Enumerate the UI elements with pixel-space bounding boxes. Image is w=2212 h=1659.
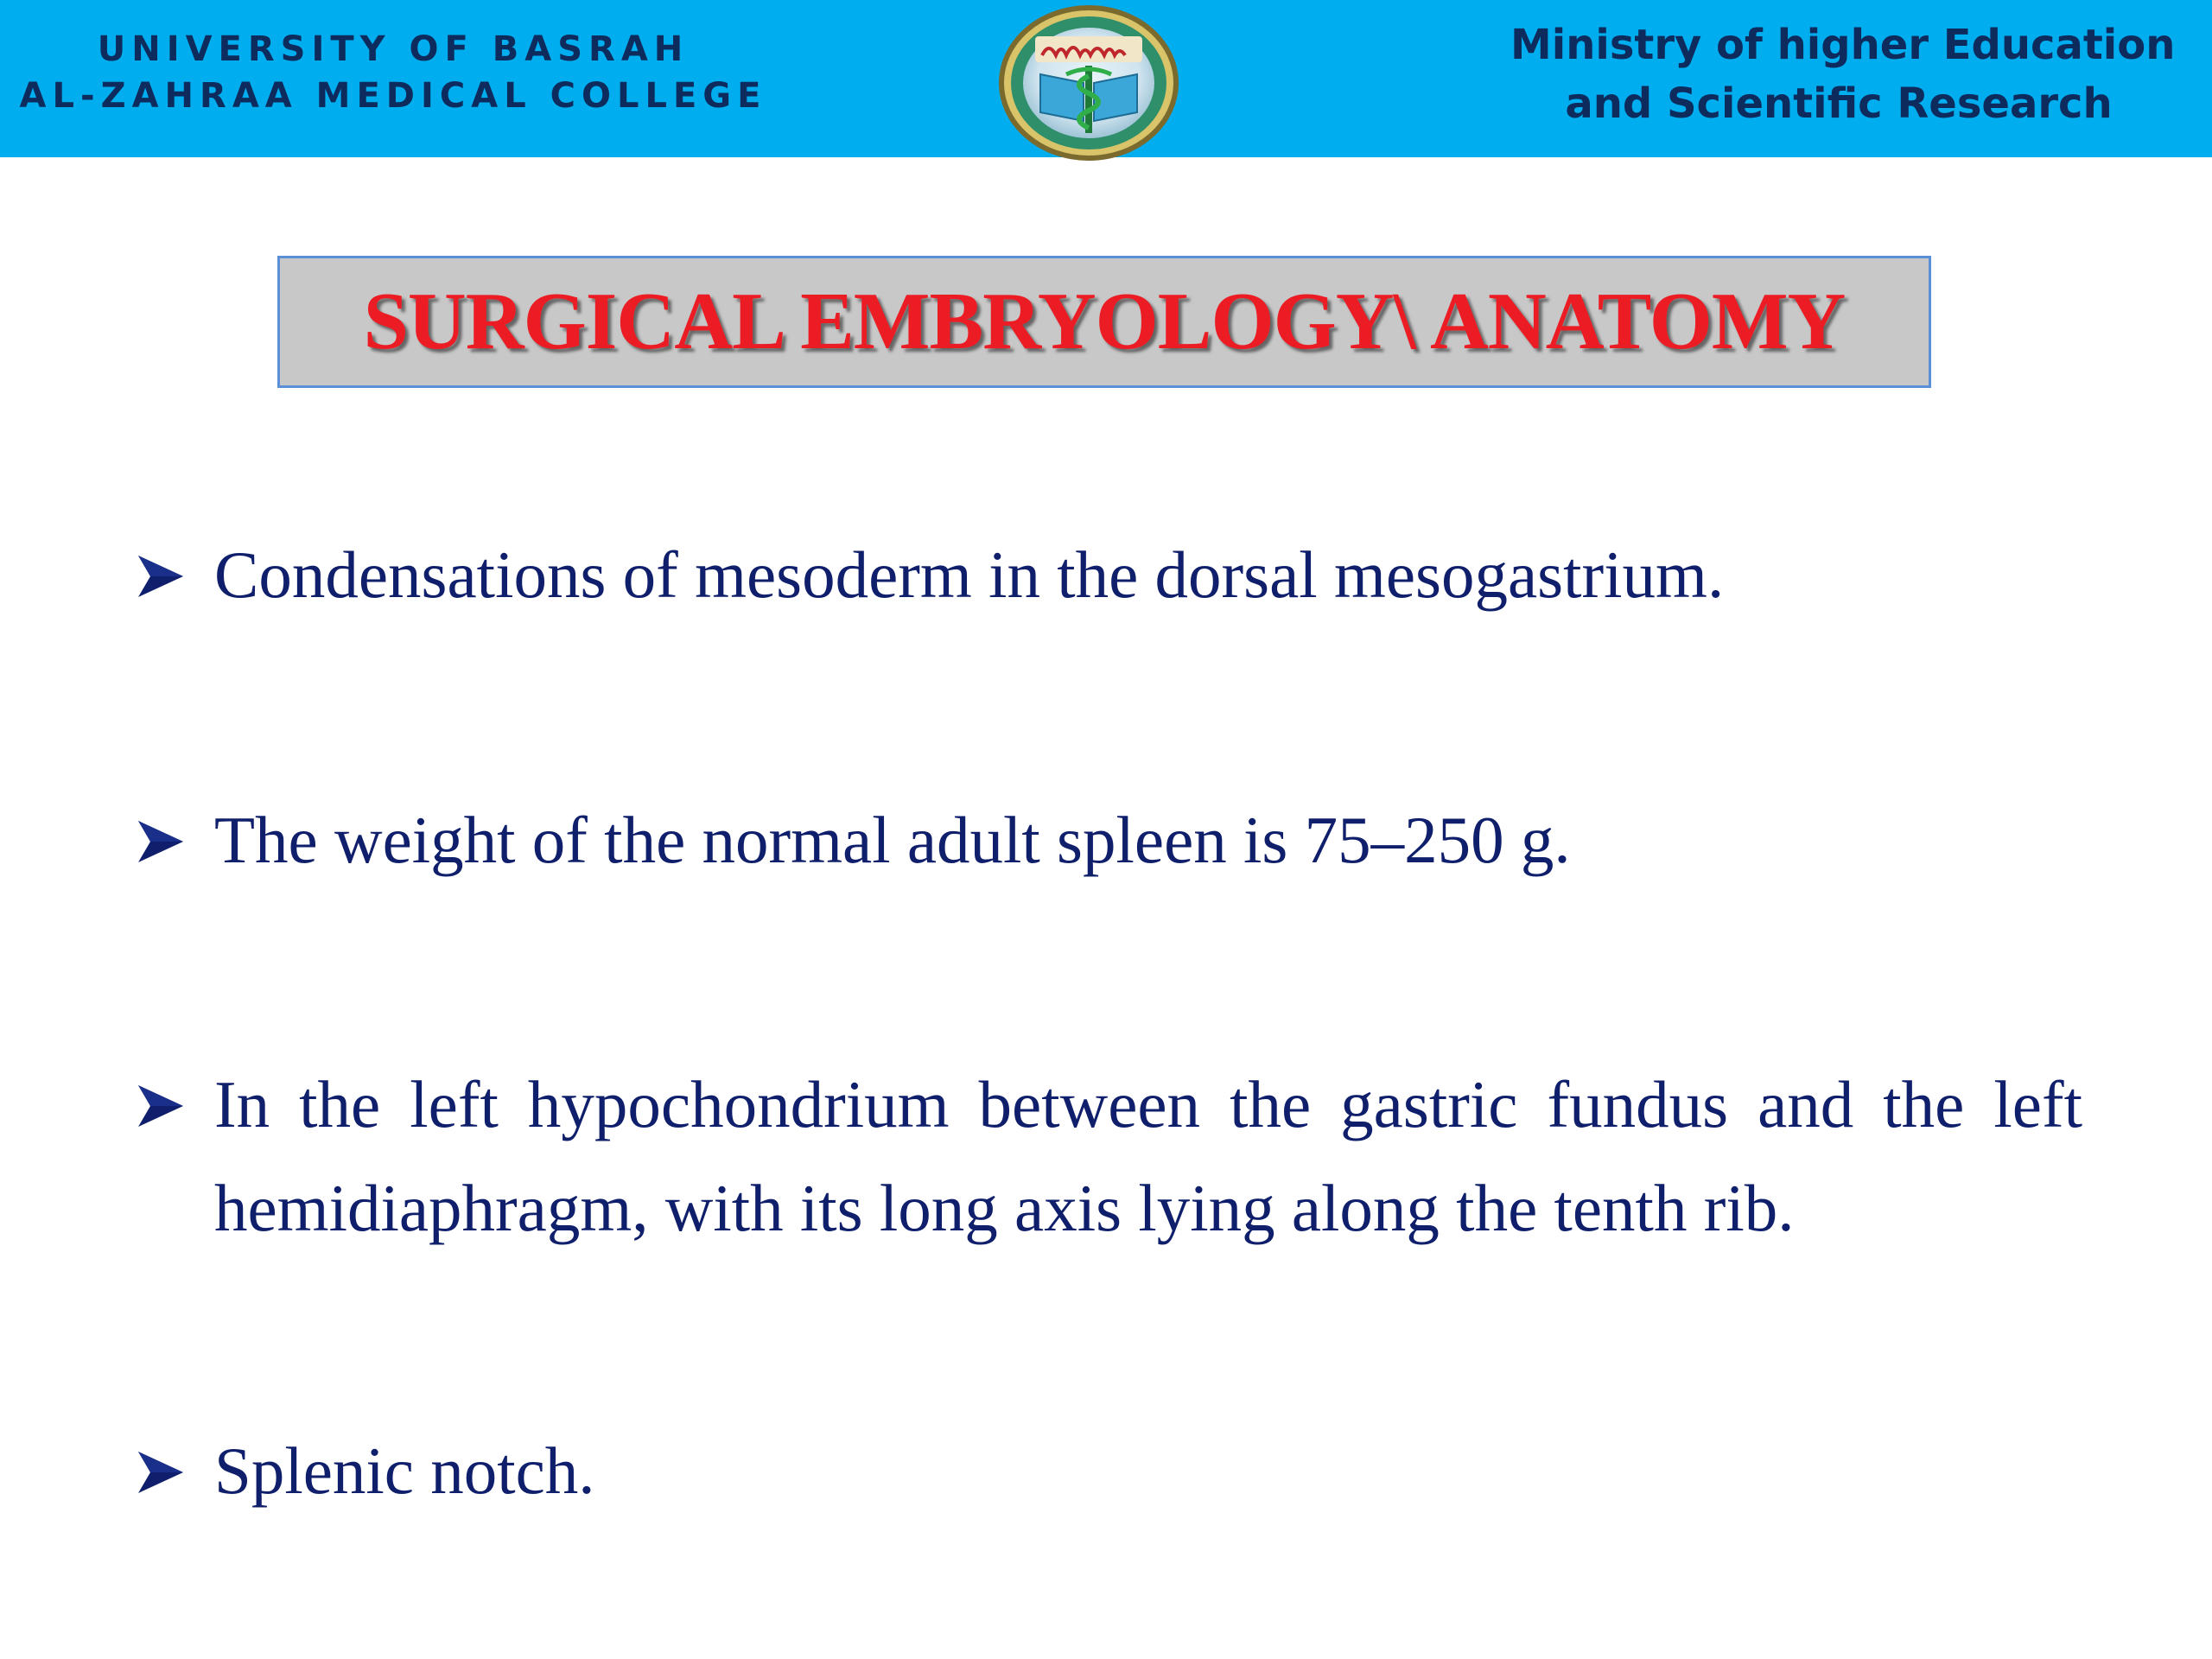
ministry-name	[1510, 16, 2176, 133]
bullet-item	[130, 1419, 2082, 1522]
arrow-bullet-icon	[130, 788, 199, 892]
arrow-bullet-icon	[130, 1419, 199, 1522]
header-bar	[0, 0, 2212, 157]
ministry-line-2: and Scientific Research	[1565, 79, 2113, 128]
bullet-item	[130, 523, 2082, 626]
bullet-text: In the left hypochondrium between the gastric fundus and the left hemidiaphragm, with its long axis lying along the tenth rib.	[214, 1067, 2082, 1245]
bullet-text: Splenic notch.	[214, 1433, 595, 1508]
arrow-bullet-icon	[130, 1052, 199, 1156]
bullet-item	[130, 788, 2082, 892]
arrow-bullet-icon	[130, 523, 199, 626]
ministry-line-1: Ministry of higher Education	[1510, 21, 2176, 69]
bullet-text: The weight of the normal adult spleen is 75–250 g.	[214, 803, 1571, 877]
college-name: AL-ZAHRAA MEDICAL COLLEGE	[19, 76, 767, 116]
college-seal-logo	[994, 2, 1184, 164]
university-name: UNIVERSITY OF BASRAH	[97, 29, 690, 69]
bullet-item	[130, 1052, 2082, 1260]
slide-title: SURGICAL EMBRYOLOGY\ ANATOMY	[363, 276, 1846, 366]
slide-title-box	[277, 256, 1931, 388]
bullet-text: Condensations of mesoderm in the dorsal mesogastrium.	[214, 537, 1725, 612]
